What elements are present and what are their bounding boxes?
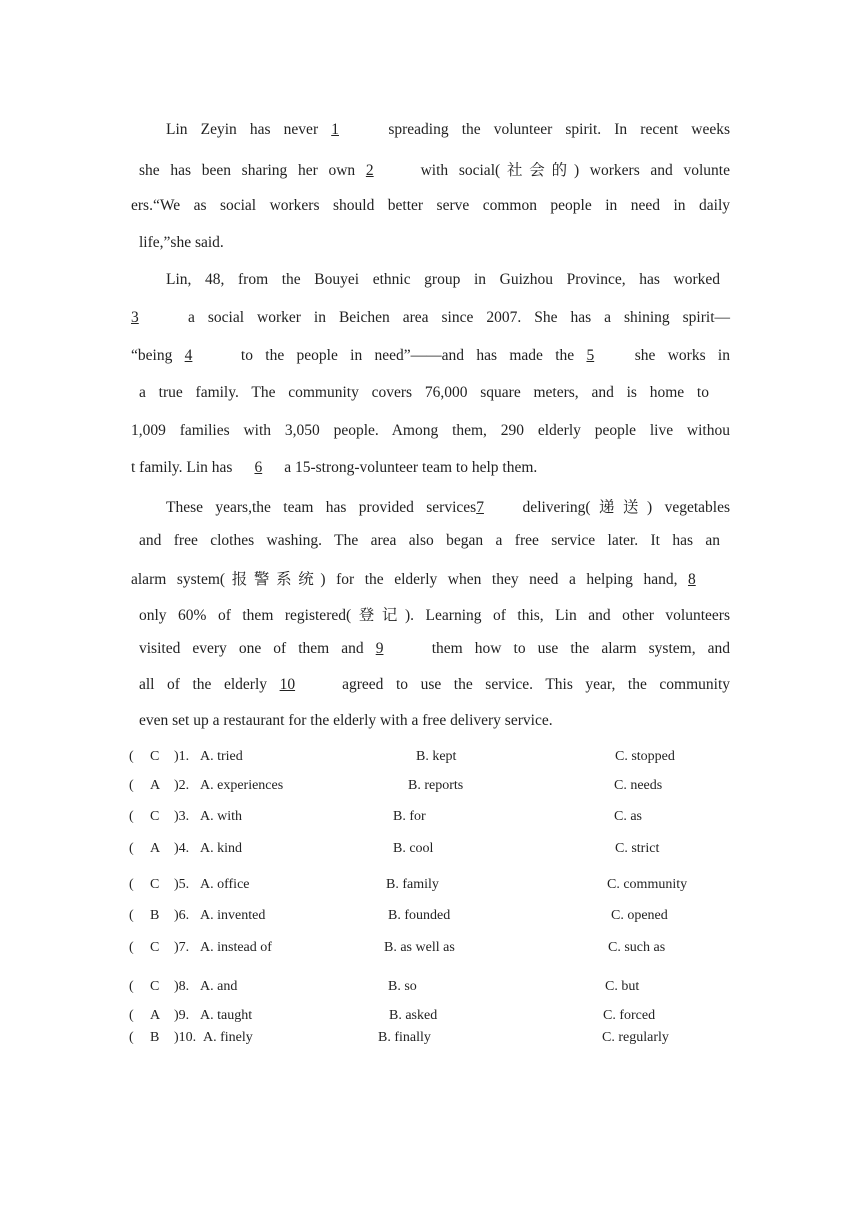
question-number: )2. (174, 778, 190, 793)
paren-open: ( (129, 841, 134, 856)
passage-text: she has been sharing her own (139, 162, 366, 179)
paren-open: ( (129, 940, 134, 955)
option-b: B. kept (416, 749, 457, 764)
answer-letter: C (150, 877, 160, 892)
option-c: C. stopped (615, 749, 675, 764)
blank-3: 3 (131, 309, 139, 326)
passage-line (131, 459, 537, 477)
passage-line (131, 567, 730, 589)
passage-text: a 15-strong-volunteer team to help them. (280, 459, 538, 476)
passage-text: These years,the team has provided services (166, 499, 477, 516)
option-a: A. and (200, 979, 238, 994)
question-number: )8. (174, 979, 190, 994)
passage-line (166, 271, 720, 289)
blank-9: 9 (375, 640, 384, 657)
passage-line (166, 495, 730, 517)
paren-open: ( (129, 749, 134, 764)
answer-letter: A (150, 1008, 161, 1023)
option-b: B. asked (389, 1008, 438, 1023)
question-number: )3. (174, 809, 190, 824)
option-b: B. so (388, 979, 417, 994)
option-c: C. as (614, 809, 642, 824)
blank-5: 5 (586, 347, 595, 364)
option-a: A. instead of (200, 940, 272, 955)
answer-letter: B (150, 908, 160, 923)
blank-1: 1 (331, 121, 339, 138)
answer-letter: C (150, 979, 160, 994)
option-b: B. founded (388, 908, 451, 923)
passage-text: “being (131, 347, 185, 364)
question-number: )7. (174, 940, 190, 955)
option-b: B. cool (393, 841, 434, 856)
option-a: A. finely (203, 1030, 253, 1045)
passage-line (139, 676, 730, 694)
passage-text: and free clothes washing. The area also began a free service later. It has an (139, 532, 720, 549)
passage-text: Lin Zeyin has never (166, 121, 332, 138)
passage-text: only 60% of them registered(登记). Learning of this, Lin and other volunteers (139, 607, 730, 624)
option-c: C. regularly (602, 1030, 669, 1045)
passage-text: visited every one of them and (139, 640, 376, 657)
option-c: C. strict (615, 841, 660, 856)
option-c: C. opened (611, 908, 668, 923)
passage-text: t family. Lin has (131, 459, 237, 476)
passage-line (139, 640, 730, 658)
question-number: )9. (174, 1008, 190, 1023)
option-a: A. office (200, 877, 250, 892)
passage-text: even set up a restaurant for the elderly with a free delivery service. (139, 712, 553, 729)
blank-8: 8 (688, 571, 696, 588)
blank-6: 6 (254, 459, 263, 476)
question-number: )10. (174, 1030, 197, 1045)
passage-line (131, 422, 730, 440)
passage-line (139, 532, 720, 550)
passage-text: all of the elderly (139, 676, 280, 693)
passage-line (139, 603, 730, 625)
answer-letter: C (150, 749, 160, 764)
answer-letter: B (150, 1030, 160, 1045)
passage-line (131, 309, 730, 327)
option-a: A. tried (200, 749, 243, 764)
passage-text: them how to use the alarm system, and (419, 640, 731, 657)
paren-open: ( (129, 1008, 134, 1023)
option-c: C. forced (603, 1008, 656, 1023)
passage-text: delivering(递送) vegetables (510, 499, 730, 516)
passage-line (131, 347, 730, 365)
option-c: C. community (607, 877, 688, 892)
passage-line (139, 158, 730, 180)
option-a: A. with (200, 809, 242, 824)
paren-open: ( (129, 908, 134, 923)
paren-open: ( (129, 809, 134, 824)
answer-letter: C (150, 940, 160, 955)
question-number: )6. (174, 908, 190, 923)
answer-letter: C (150, 809, 160, 824)
answer-letter: A (150, 841, 161, 856)
option-c: C. such as (608, 940, 666, 955)
option-c: C. but (605, 979, 640, 994)
passage-line (139, 384, 709, 402)
option-c: C. needs (614, 778, 663, 793)
blank-2: 2 (365, 162, 374, 179)
blank-4: 4 (184, 347, 193, 364)
passage-text: spreading the volunteer spirit. In recent weeks (375, 121, 730, 138)
paren-open: ( (129, 877, 134, 892)
passage-text: agreed to use the service. This year, the community (329, 676, 730, 693)
passage-text: ers.“We as social workers should better serve common people in need in daily (131, 197, 730, 214)
passage-text: a true family. The community covers 76,000 square meters, and is home to (139, 384, 709, 401)
paren-open: ( (129, 778, 134, 793)
blank-7: 7 (476, 499, 484, 516)
paren-open: ( (129, 979, 134, 994)
passage-text: she works in (622, 347, 730, 364)
passage-text: life,”she said. (139, 234, 224, 251)
passage-line (139, 712, 553, 730)
passage-text: alarm system(报警系统) for the elderly when they need a helping hand, (131, 571, 688, 588)
option-b: B. reports (408, 778, 464, 793)
paren-open: ( (129, 1030, 134, 1045)
passage-line (131, 197, 730, 215)
option-a: A. experiences (200, 778, 284, 793)
option-a: A. invented (200, 908, 266, 923)
passage-text: Lin, 48, from the Bouyei ethnic group in Guizhou Province, has worked (166, 271, 720, 288)
option-b: B. finally (378, 1030, 431, 1045)
passage-line (139, 234, 224, 252)
option-b: B. as well as (384, 940, 455, 955)
option-b: B. family (386, 877, 439, 892)
passage-text: with social(社会的) workers and volunte (409, 162, 730, 179)
option-a: A. kind (200, 841, 242, 856)
answer-letter: A (150, 778, 161, 793)
question-number: )4. (174, 841, 190, 856)
passage-text: 1,009 families with 3,050 people. Among them, 290 elderly people live withou (131, 422, 730, 439)
passage-text: a social worker in Beichen area since 2007. She has a shining spirit— (175, 309, 730, 326)
question-number: )5. (174, 877, 190, 892)
passage-line (166, 121, 730, 139)
passage-text: to the people in need”——and has made the (228, 347, 587, 364)
option-a: A. taught (200, 1008, 253, 1023)
question-number: )1. (174, 749, 190, 764)
blank-10: 10 (279, 676, 296, 693)
option-b: B. for (393, 809, 426, 824)
